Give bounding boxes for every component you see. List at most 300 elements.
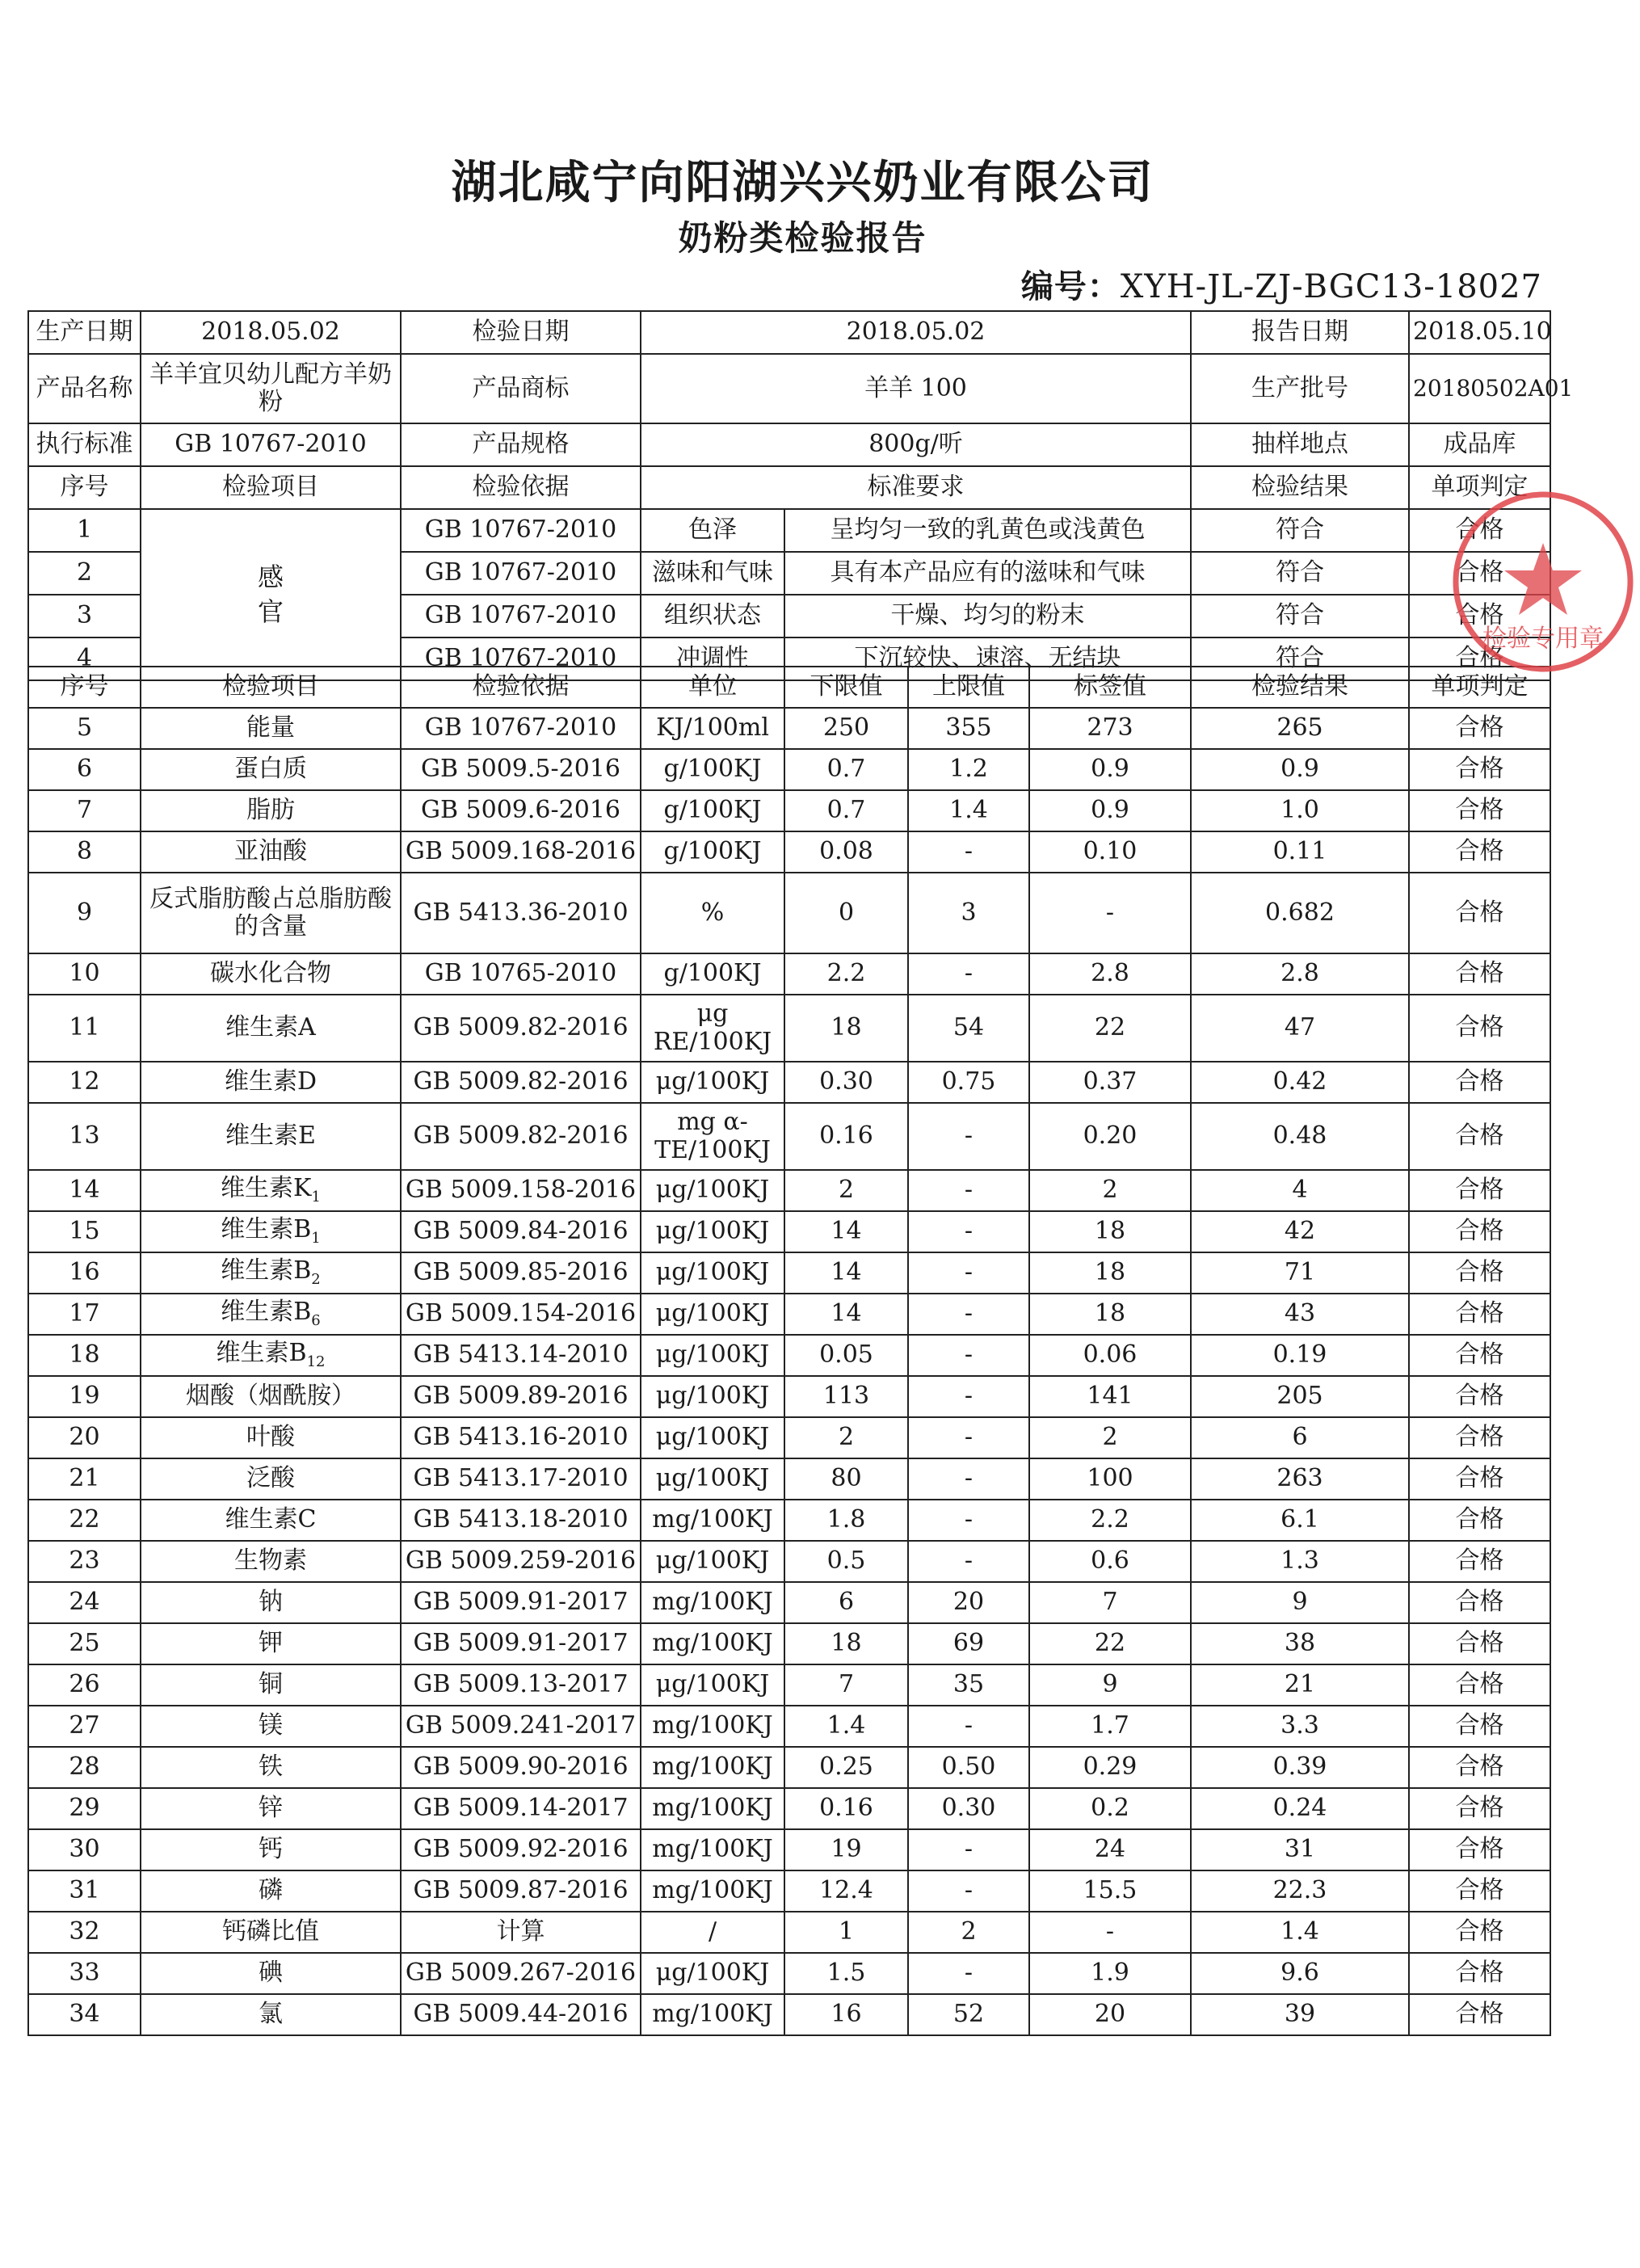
cell-max: 0.30	[908, 1788, 1029, 1829]
row-aspect: 色泽	[641, 509, 784, 552]
cell-result: 43	[1191, 1294, 1409, 1335]
cell-unit: mg/100KJ	[641, 1623, 784, 1664]
row-requirement: 干燥、均匀的粉末	[784, 595, 1191, 637]
row-basis: GB 10767-2010	[401, 637, 641, 680]
table-row	[28, 1062, 1550, 1103]
cell-basis: GB 5009.241-2017	[401, 1706, 641, 1747]
cell-verdict: 合格	[1409, 1335, 1550, 1376]
insp-date-label: 检验日期	[401, 311, 641, 354]
cell-max: 1.4	[908, 790, 1029, 831]
table-row	[28, 1994, 1550, 2035]
cell-max: 54	[908, 995, 1029, 1062]
cell-no: 11	[28, 995, 141, 1062]
cell-unit: g/100KJ	[641, 749, 784, 790]
cell-unit: μg/100KJ	[641, 1062, 784, 1103]
table-row	[28, 831, 1550, 873]
cell-label: 2.2	[1029, 1500, 1191, 1541]
sensory-row	[28, 509, 1550, 552]
cell-min: 6	[784, 1582, 908, 1623]
cell-no: 17	[28, 1294, 141, 1335]
cell-label: 0.9	[1029, 790, 1191, 831]
cell-label: 18	[1029, 1211, 1191, 1252]
cell-item: 叶酸	[141, 1417, 401, 1458]
cell-verdict: 合格	[1409, 1062, 1550, 1103]
item-name: 维生素B	[221, 1256, 312, 1285]
cell-result: 6.1	[1191, 1500, 1409, 1541]
cell-item: 亚油酸	[141, 831, 401, 873]
cell-max: -	[908, 1211, 1029, 1252]
table-row	[28, 790, 1550, 831]
cell-no: 20	[28, 1417, 141, 1458]
cell-basis: GB 5009.84-2016	[401, 1211, 641, 1252]
cell-label: 7	[1029, 1582, 1191, 1623]
col-header-max: 上限值	[908, 667, 1029, 708]
cell-verdict: 合格	[1409, 1211, 1550, 1252]
cell-unit: μg/100KJ	[641, 1376, 784, 1417]
cell-item: 锌	[141, 1788, 401, 1829]
cell-max: -	[908, 1458, 1029, 1500]
cell-label: 18	[1029, 1252, 1191, 1294]
cell-no: 10	[28, 953, 141, 995]
row-aspect: 冲调性	[641, 637, 784, 680]
cell-result: 71	[1191, 1252, 1409, 1294]
cell-unit: g/100KJ	[641, 790, 784, 831]
cell-min: 0.16	[784, 1103, 908, 1170]
cell-unit: /	[641, 1912, 784, 1953]
table-row	[28, 1376, 1550, 1417]
cell-no: 6	[28, 749, 141, 790]
table-row	[28, 1500, 1550, 1541]
cell-result: 265	[1191, 708, 1409, 749]
cell-max: -	[908, 831, 1029, 873]
cell-min: 18	[784, 1623, 908, 1664]
cell-unit: μg/100KJ	[641, 1417, 784, 1458]
cell-unit: mg α-TE/100KJ	[641, 1103, 784, 1170]
cell-max: -	[908, 1870, 1029, 1912]
cell-item: 能量	[141, 708, 401, 749]
cell-basis: GB 5009.6-2016	[401, 790, 641, 831]
cell-no: 24	[28, 1582, 141, 1623]
spec-value: 800g/听	[641, 423, 1191, 466]
cell-label: 1.9	[1029, 1953, 1191, 1994]
cell-label: 2	[1029, 1417, 1191, 1458]
cell-label: 141	[1029, 1376, 1191, 1417]
stamp-text: 检验专用章	[1482, 625, 1604, 653]
cell-result: 0.682	[1191, 873, 1409, 953]
cell-basis: GB 5009.168-2016	[401, 831, 641, 873]
cell-result: 21	[1191, 1664, 1409, 1706]
cell-no: 15	[28, 1211, 141, 1252]
row-basis: GB 10767-2010	[401, 552, 641, 595]
item-name: 维生素B	[221, 1215, 312, 1244]
cell-unit: g/100KJ	[641, 953, 784, 995]
cell-min: 0.16	[784, 1788, 908, 1829]
col-header-item: 检验项目	[141, 466, 401, 509]
cell-verdict: 合格	[1409, 1541, 1550, 1582]
cell-max: -	[908, 1170, 1029, 1211]
cell-result: 31	[1191, 1829, 1409, 1870]
cell-no: 7	[28, 790, 141, 831]
table-row	[28, 1870, 1550, 1912]
cell-result: 4	[1191, 1170, 1409, 1211]
cell-basis: GB 5009.92-2016	[401, 1829, 641, 1870]
info-sensory-table	[27, 310, 1574, 681]
cell-max: 69	[908, 1623, 1029, 1664]
cell-result: 263	[1191, 1458, 1409, 1500]
cell-basis: GB 5009.13-2017	[401, 1664, 641, 1706]
cell-label: 0.2	[1029, 1788, 1191, 1829]
col-header-min: 下限值	[784, 667, 908, 708]
cell-result: 2.8	[1191, 953, 1409, 995]
cell-item: 维生素D	[141, 1062, 401, 1103]
cell-result: 39	[1191, 1994, 1409, 2035]
table-row	[28, 1417, 1550, 1458]
table-row	[28, 1829, 1550, 1870]
cell-verdict: 合格	[1409, 1912, 1550, 1953]
cell-basis: GB 10765-2010	[401, 953, 641, 995]
cell-min: 14	[784, 1294, 908, 1335]
cell-label: 1.7	[1029, 1706, 1191, 1747]
cell-max: -	[908, 1103, 1029, 1170]
col-header-result: 检验结果	[1191, 667, 1409, 708]
row-no: 2	[28, 552, 141, 595]
table-row	[28, 1623, 1550, 1664]
cell-item: 蛋白质	[141, 749, 401, 790]
cell-basis: GB 5009.158-2016	[401, 1170, 641, 1211]
cell-max: 3	[908, 873, 1029, 953]
cell-verdict: 合格	[1409, 1788, 1550, 1829]
cell-max: -	[908, 1953, 1029, 1994]
cell-label: 18	[1029, 1294, 1191, 1335]
cell-verdict: 合格	[1409, 1458, 1550, 1500]
table-row	[28, 1211, 1550, 1252]
nutrient-rows	[28, 708, 1550, 2035]
col-header-no: 序号	[28, 667, 141, 708]
table-row	[28, 1788, 1550, 1829]
row-aspect: 滋味和气味	[641, 552, 784, 595]
cell-min: 1.4	[784, 1706, 908, 1747]
cell-item: 铜	[141, 1664, 401, 1706]
cell-result: 42	[1191, 1211, 1409, 1252]
cell-unit: μg/100KJ	[641, 1211, 784, 1252]
table-row	[28, 1747, 1550, 1788]
cell-result: 3.3	[1191, 1706, 1409, 1747]
cell-basis: GB 5009.5-2016	[401, 749, 641, 790]
row-verdict: 合格	[1409, 552, 1550, 595]
cell-min: 0.7	[784, 790, 908, 831]
cell-min: 7	[784, 1664, 908, 1706]
row-no: 1	[28, 509, 141, 552]
cell-result: 22.3	[1191, 1870, 1409, 1912]
table-row	[28, 749, 1550, 790]
table-row	[28, 1912, 1550, 1953]
cell-verdict: 合格	[1409, 1103, 1550, 1170]
cell-result: 9.6	[1191, 1953, 1409, 1994]
cell-verdict: 合格	[1409, 1376, 1550, 1417]
cell-label: 0.20	[1029, 1103, 1191, 1170]
item-name: 维生素B	[221, 1298, 312, 1327]
cell-item: 钙磷比值	[141, 1912, 401, 1953]
cell-basis: GB 5009.82-2016	[401, 995, 641, 1062]
cell-item: 维生素E	[141, 1103, 401, 1170]
cell-result: 9	[1191, 1582, 1409, 1623]
cell-no: 30	[28, 1829, 141, 1870]
cell-label: 0.9	[1029, 749, 1191, 790]
item-subscript: 12	[306, 1353, 326, 1371]
batch-value: 20180502A01	[1409, 354, 1550, 423]
table-row	[28, 1252, 1550, 1294]
cell-verdict: 合格	[1409, 1829, 1550, 1870]
cell-min: 0.08	[784, 831, 908, 873]
cell-no: 34	[28, 1994, 141, 2035]
col-header-item: 检验项目	[141, 667, 401, 708]
cell-max: 20	[908, 1582, 1029, 1623]
cell-verdict: 合格	[1409, 873, 1550, 953]
cell-item	[141, 1211, 401, 1252]
cell-no: 5	[28, 708, 141, 749]
cell-basis: 计算	[401, 1912, 641, 1953]
cell-result: 0.24	[1191, 1788, 1409, 1829]
cell-max: 1.2	[908, 749, 1029, 790]
cell-item	[141, 1170, 401, 1211]
cell-label: 22	[1029, 995, 1191, 1062]
cell-max: 0.50	[908, 1747, 1029, 1788]
cell-item: 碘	[141, 1953, 401, 1994]
cell-label: 20	[1029, 1994, 1191, 2035]
cell-label: 9	[1029, 1664, 1191, 1706]
cell-unit: μg/100KJ	[641, 1170, 784, 1211]
cell-no: 16	[28, 1252, 141, 1294]
sample-label: 抽样地点	[1191, 423, 1409, 466]
cell-result: 1.0	[1191, 790, 1409, 831]
cell-label: 0.29	[1029, 1747, 1191, 1788]
row-result: 符合	[1191, 595, 1409, 637]
company-title: 湖北咸宁向阳湖兴兴奶业有限公司	[451, 156, 1154, 209]
inspection-stamp	[1446, 485, 1640, 679]
col-header-no: 序号	[28, 466, 141, 509]
cell-unit: μg/100KJ	[641, 1541, 784, 1582]
cell-unit: mg/100KJ	[641, 1829, 784, 1870]
cell-basis: GB 5009.85-2016	[401, 1252, 641, 1294]
cell-label: 273	[1029, 708, 1191, 749]
cell-item: 生物素	[141, 1541, 401, 1582]
spec-label: 产品规格	[401, 423, 641, 466]
item-subscript: 2	[311, 1271, 321, 1289]
prod-date-label: 生产日期	[28, 311, 141, 354]
cell-unit: μg RE/100KJ	[641, 995, 784, 1062]
table-row	[28, 1541, 1550, 1582]
cell-verdict: 合格	[1409, 831, 1550, 873]
cell-unit: μg/100KJ	[641, 1335, 784, 1376]
table-row	[28, 1294, 1550, 1335]
cell-verdict: 合格	[1409, 1170, 1550, 1211]
cell-label: 22	[1029, 1623, 1191, 1664]
table-row	[28, 1664, 1550, 1706]
cell-unit: μg/100KJ	[641, 1664, 784, 1706]
brand-value: 羊羊 100	[641, 354, 1191, 423]
cell-unit: μg/100KJ	[641, 1252, 784, 1294]
doc-no-value: XYH-JL-ZJ-BGC13-18027	[1120, 268, 1542, 305]
item-name: 维生素K	[221, 1174, 312, 1203]
cell-unit: mg/100KJ	[641, 1994, 784, 2035]
cell-basis: GB 5009.90-2016	[401, 1747, 641, 1788]
cell-min: 0.05	[784, 1335, 908, 1376]
cell-no: 19	[28, 1376, 141, 1417]
cell-max: 35	[908, 1664, 1029, 1706]
sample-value: 成品库	[1409, 423, 1550, 466]
table-row	[28, 1335, 1550, 1376]
cell-max: -	[908, 1417, 1029, 1458]
row-basis: GB 10767-2010	[401, 509, 641, 552]
cell-verdict: 合格	[1409, 1706, 1550, 1747]
cell-verdict: 合格	[1409, 749, 1550, 790]
cell-result: 0.48	[1191, 1103, 1409, 1170]
cell-max: 52	[908, 1994, 1029, 2035]
cell-item: 烟酸（烟酰胺）	[141, 1376, 401, 1417]
table-row	[28, 995, 1550, 1062]
col-header-basis: 检验依据	[401, 667, 641, 708]
row-result: 符合	[1191, 509, 1409, 552]
cell-min: 0	[784, 873, 908, 953]
cell-basis: GB 5413.18-2010	[401, 1500, 641, 1541]
cell-no: 27	[28, 1706, 141, 1747]
cell-verdict: 合格	[1409, 953, 1550, 995]
cell-result: 205	[1191, 1376, 1409, 1417]
cell-no: 32	[28, 1912, 141, 1953]
batch-label: 生产批号	[1191, 354, 1409, 423]
cell-item: 维生素A	[141, 995, 401, 1062]
cell-min: 1.8	[784, 1500, 908, 1541]
cell-min: 14	[784, 1252, 908, 1294]
cell-result: 0.19	[1191, 1335, 1409, 1376]
cell-verdict: 合格	[1409, 1294, 1550, 1335]
sensory-group-text: 感官	[258, 561, 284, 627]
cell-result: 1.3	[1191, 1541, 1409, 1582]
prod-date-value: 2018.05.02	[141, 311, 401, 354]
cell-item: 脂肪	[141, 790, 401, 831]
cell-basis: GB 5009.154-2016	[401, 1294, 641, 1335]
cell-label: 15.5	[1029, 1870, 1191, 1912]
cell-label: 100	[1029, 1458, 1191, 1500]
row-result: 符合	[1191, 637, 1409, 680]
row-result: 符合	[1191, 552, 1409, 595]
cell-unit: mg/100KJ	[641, 1582, 784, 1623]
col-header-unit: 单位	[641, 667, 784, 708]
cell-basis: GB 5413.36-2010	[401, 873, 641, 953]
report-date-value: 2018.05.10	[1409, 311, 1550, 354]
cell-basis: GB 5009.82-2016	[401, 1103, 641, 1170]
cell-no: 22	[28, 1500, 141, 1541]
insp-date-value: 2018.05.02	[641, 311, 1191, 354]
cell-max: -	[908, 1376, 1029, 1417]
standard-value: GB 10767-2010	[141, 423, 401, 466]
cell-basis: GB 10767-2010	[401, 708, 641, 749]
cell-no: 13	[28, 1103, 141, 1170]
cell-basis: GB 5009.89-2016	[401, 1376, 641, 1417]
product-name-label: 产品名称	[28, 354, 141, 423]
cell-basis: GB 5413.16-2010	[401, 1417, 641, 1458]
cell-unit: μg/100KJ	[641, 1458, 784, 1500]
cell-max: 355	[908, 708, 1029, 749]
cell-item: 钾	[141, 1623, 401, 1664]
cell-verdict: 合格	[1409, 708, 1550, 749]
col-header-basis: 检验依据	[401, 466, 641, 509]
cell-basis: GB 5413.17-2010	[401, 1458, 641, 1500]
row-requirement: 下沉较快、速溶、无结块	[784, 637, 1191, 680]
cell-item: 钙	[141, 1829, 401, 1870]
col-header-result: 检验结果	[1191, 466, 1409, 509]
row-requirement: 具有本产品应有的滋味和气味	[784, 552, 1191, 595]
sensory-group-label	[141, 509, 401, 680]
cell-basis: GB 5009.267-2016	[401, 1953, 641, 1994]
cell-no: 25	[28, 1623, 141, 1664]
cell-verdict: 合格	[1409, 1747, 1550, 1788]
cell-item	[141, 1294, 401, 1335]
cell-unit: g/100KJ	[641, 831, 784, 873]
cell-no: 18	[28, 1335, 141, 1376]
cell-verdict: 合格	[1409, 1500, 1550, 1541]
cell-verdict: 合格	[1409, 1252, 1550, 1294]
cell-unit: mg/100KJ	[641, 1788, 784, 1829]
cell-min: 19	[784, 1829, 908, 1870]
cell-no: 28	[28, 1747, 141, 1788]
table-row	[28, 708, 1550, 749]
cell-unit: %	[641, 873, 784, 953]
row-requirement: 呈均匀一致的乳黄色或浅黄色	[784, 509, 1191, 552]
report-title: 奶粉类检验报告	[678, 218, 927, 258]
cell-verdict: 合格	[1409, 1953, 1550, 1994]
cell-min: 1.5	[784, 1953, 908, 1994]
cell-min: 2	[784, 1170, 908, 1211]
cell-basis: GB 5413.14-2010	[401, 1335, 641, 1376]
cell-unit: μg/100KJ	[641, 1294, 784, 1335]
item-subscript: 1	[311, 1189, 321, 1206]
cell-unit: mg/100KJ	[641, 1500, 784, 1541]
cell-min: 113	[784, 1376, 908, 1417]
cell-label: 24	[1029, 1829, 1191, 1870]
cell-label: 0.6	[1029, 1541, 1191, 1582]
row-aspect: 组织状态	[641, 595, 784, 637]
cell-unit: KJ/100ml	[641, 708, 784, 749]
cell-no: 33	[28, 1953, 141, 1994]
cell-basis: GB 5009.14-2017	[401, 1788, 641, 1829]
cell-no: 9	[28, 873, 141, 953]
cell-unit: mg/100KJ	[641, 1706, 784, 1747]
row-verdict: 合格	[1409, 637, 1550, 680]
cell-result: 47	[1191, 995, 1409, 1062]
cell-min: 0.5	[784, 1541, 908, 1582]
product-name-value: 羊羊宜贝幼儿配方羊奶粉	[141, 354, 401, 423]
cell-min: 16	[784, 1994, 908, 2035]
row-basis: GB 10767-2010	[401, 595, 641, 637]
table-row	[28, 1582, 1550, 1623]
table-row	[28, 1458, 1550, 1500]
cell-unit: μg/100KJ	[641, 1953, 784, 1994]
cell-label: 2.8	[1029, 953, 1191, 995]
col-header-verdict: 单项判定	[1409, 466, 1550, 509]
cell-item: 维生素C	[141, 1500, 401, 1541]
standard-label: 执行标准	[28, 423, 141, 466]
cell-item: 泛酸	[141, 1458, 401, 1500]
cell-verdict: 合格	[1409, 1417, 1550, 1458]
cell-no: 31	[28, 1870, 141, 1912]
table-row	[28, 1953, 1550, 1994]
cell-max: -	[908, 1829, 1029, 1870]
cell-result: 1.4	[1191, 1912, 1409, 1953]
cell-max: -	[908, 1252, 1029, 1294]
cell-item	[141, 1252, 401, 1294]
cell-item: 铁	[141, 1747, 401, 1788]
